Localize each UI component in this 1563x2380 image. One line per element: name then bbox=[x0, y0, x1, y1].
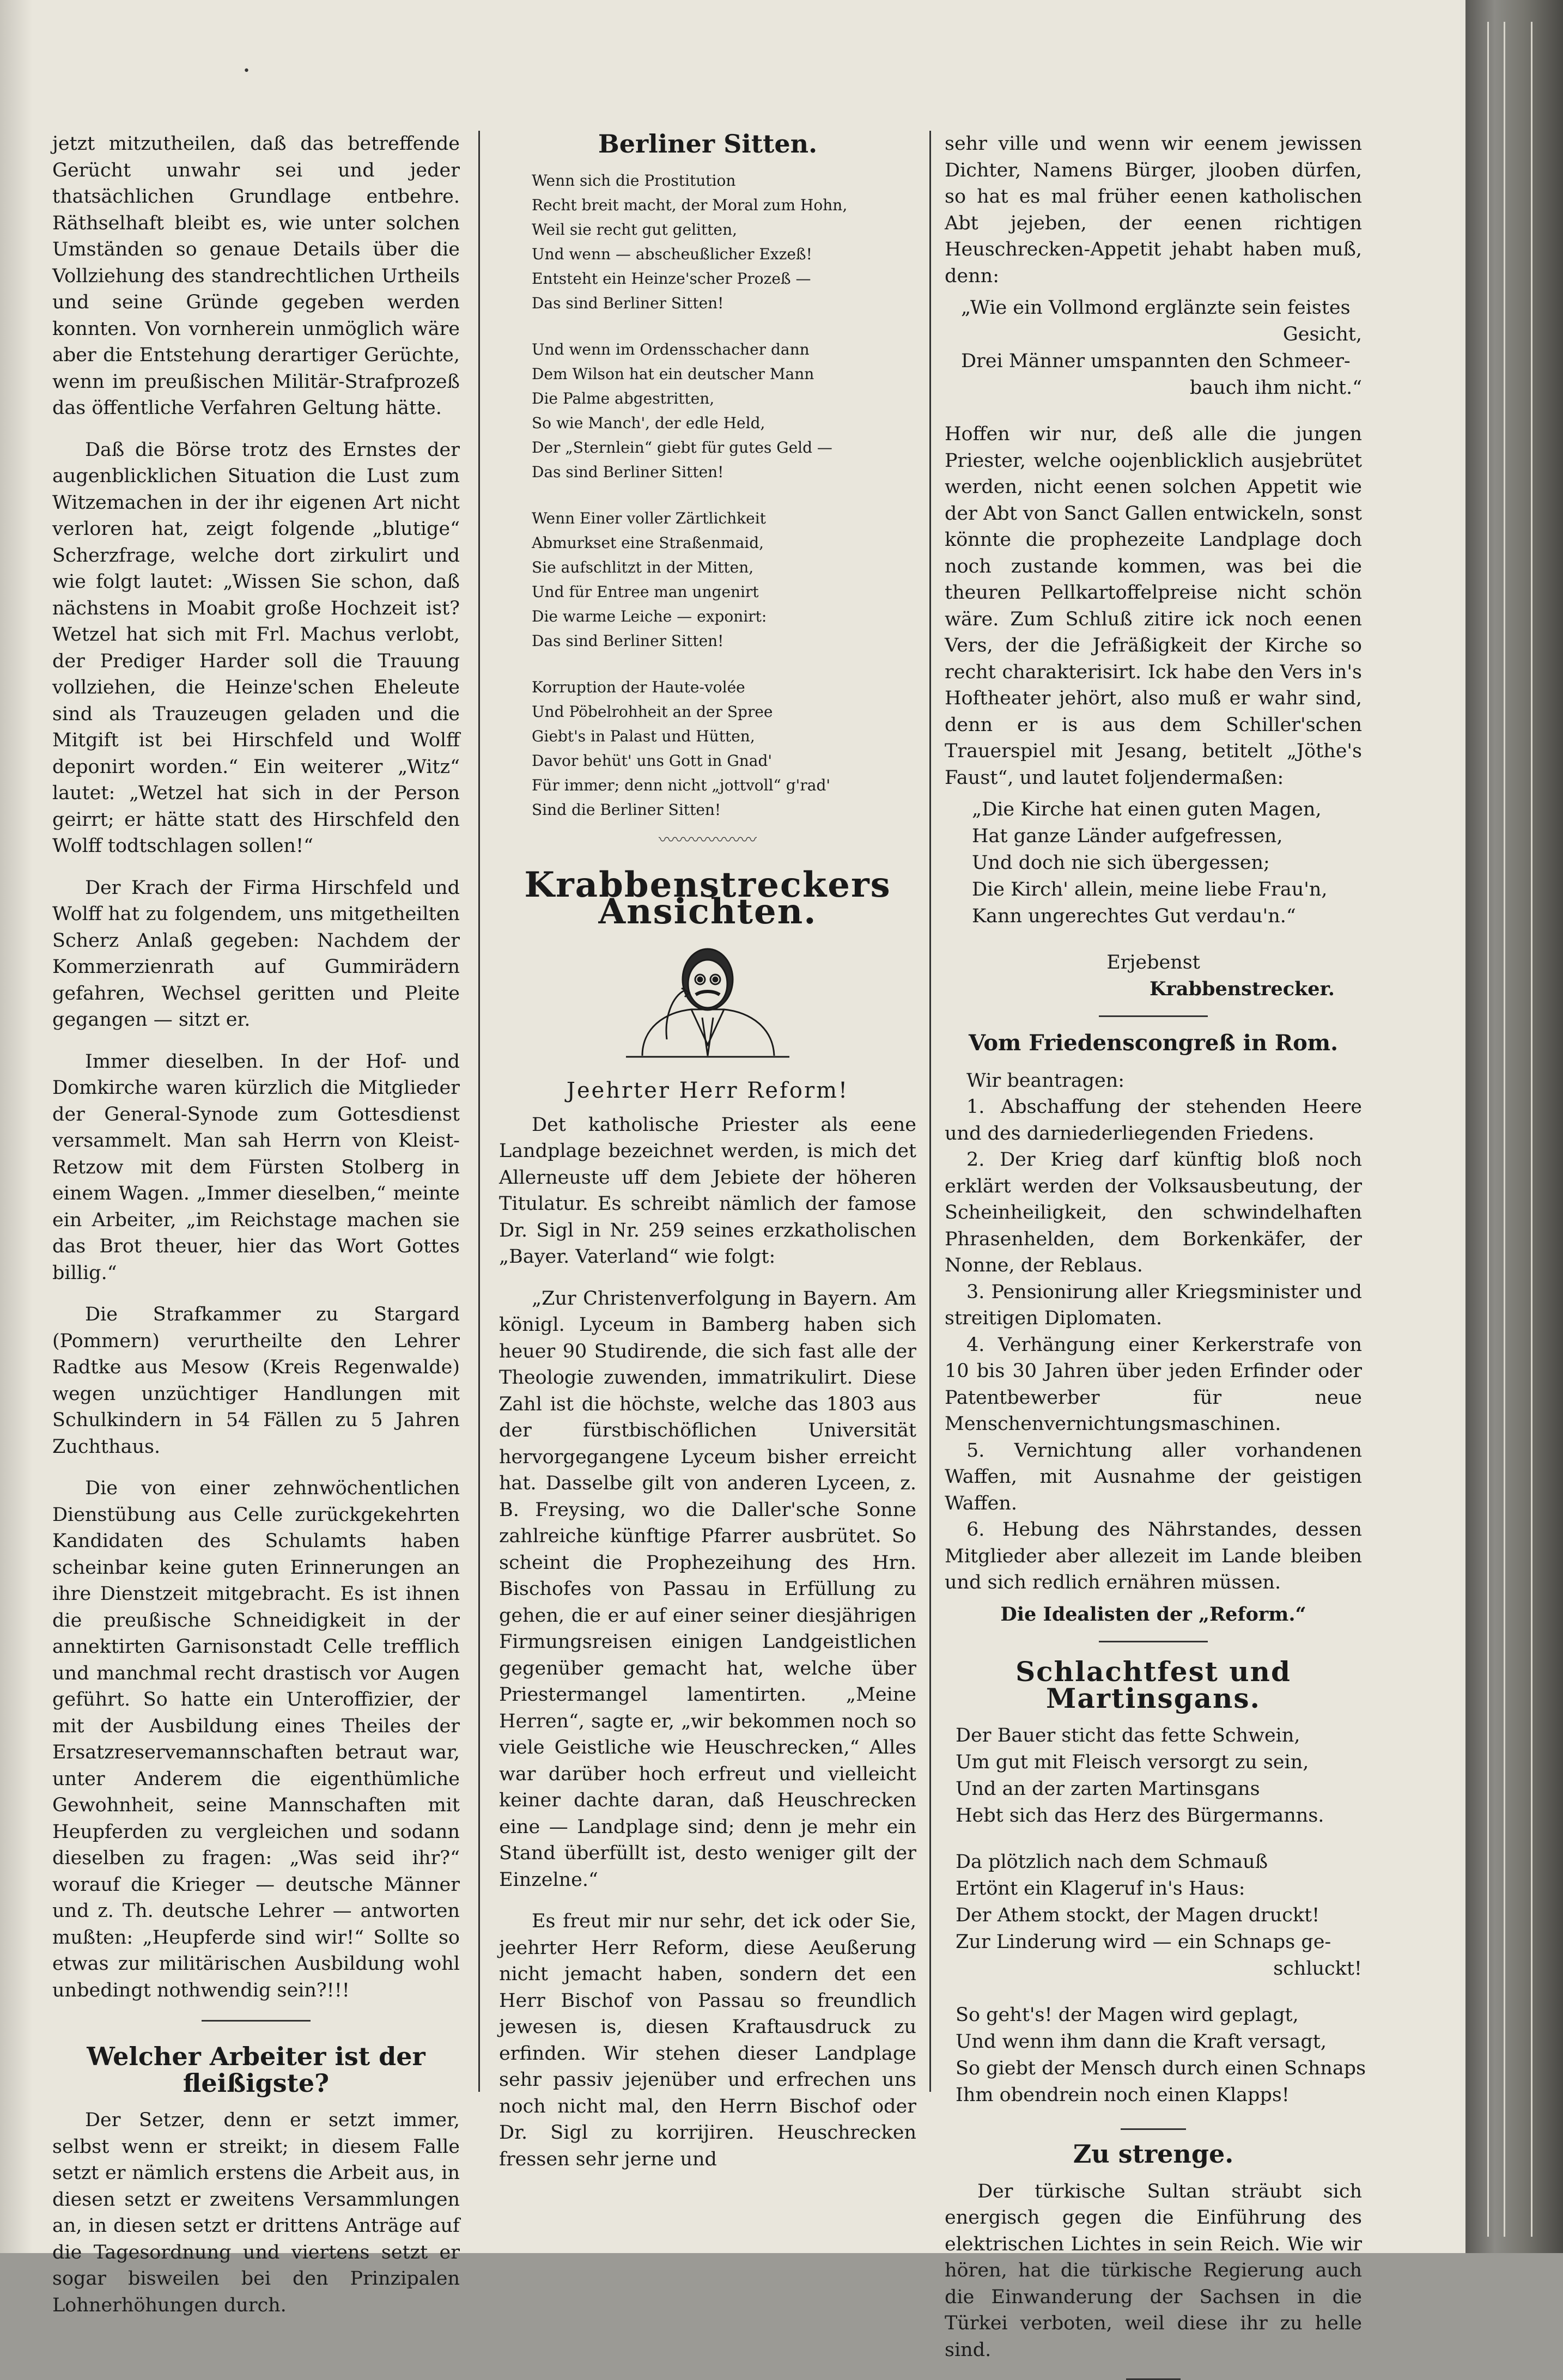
salutation: Jeehrter Herr Reform! bbox=[566, 1078, 849, 1103]
poem-line: Ihm obendrein noch einen Klapps! bbox=[956, 2084, 1290, 2106]
column-rule-right bbox=[929, 131, 931, 2092]
poem-line: Und wenn — abscheußlicher Exzeß! bbox=[532, 245, 812, 263]
poem-stanza bbox=[956, 1722, 1362, 1829]
poem-stanza bbox=[532, 506, 916, 653]
poem-stanza bbox=[956, 2002, 1366, 2109]
poem-line: Wenn sich die Prostitution bbox=[532, 171, 736, 190]
man-portrait-illustration bbox=[621, 936, 795, 1061]
list-intro: Wir beantragen: bbox=[966, 1069, 1125, 1092]
poem-line: Ertönt ein Klageruf in's Haus: bbox=[956, 1878, 1245, 1900]
quote-line: Gesicht, bbox=[1282, 324, 1362, 345]
poem-line: Weil sie recht gut gelitten, bbox=[532, 220, 738, 239]
section-divider bbox=[202, 2020, 311, 2022]
section-divider bbox=[1099, 1641, 1208, 1642]
paragraph-setzer: Der Setzer, denn er setzt immer, selbst wenn er streikt; in diesem Falle setzt er nämlich erstens die Arbeit aus, in diesen setzt er zweitens Versammlungen an, in diesen setzt er drittens Anträge auf die Tagesordnung und viertens setzt er sogar bisweilen bei den Prinzipalen Lohnerhöhungen durch. bbox=[52, 2109, 460, 2316]
poem-line: Zur Linderung wird — ein Schnaps ge- bbox=[956, 1931, 1331, 1953]
quote-line: Hat ganze Länder aufgefressen, bbox=[972, 825, 1283, 847]
section-divider bbox=[1121, 2128, 1186, 2130]
headline-zu-strenge: Zu strenge. bbox=[1073, 2139, 1234, 2169]
list-item: 6. Hebung des Nährstandes, dessen Mitglieder aber allezeit im Lande bleiben und sich redlich ernähren müssen. bbox=[945, 1519, 1362, 1593]
poem-line: schluckt! bbox=[1273, 1958, 1362, 1980]
list-item: 2. Der Krieg darf künftig bloß noch erklärt werden der Volksausbeutung, der Scheinheiligkeit, den schwindelhaften Phrasenhelden, dem Borkenkäfer, der Nonne, der Reblaus. bbox=[945, 1149, 1362, 1276]
poem-line: Hebt sich das Herz des Bürgermanns. bbox=[956, 1805, 1324, 1827]
poem-stanza bbox=[956, 1849, 1362, 1982]
poem-line: Abmurkset eine Straßenmaid, bbox=[532, 533, 764, 552]
poem-line: Der Bauer sticht das fette Schwein, bbox=[956, 1725, 1300, 1746]
poem-line: Und an der zarten Martinsgans bbox=[956, 1778, 1260, 1800]
poem-stanza bbox=[532, 675, 916, 822]
poem-line: Davor behüt' uns Gott in Gnad' bbox=[532, 751, 773, 770]
poem-stanza bbox=[532, 168, 916, 315]
poem-line: Korruption der Haute-volée bbox=[532, 678, 745, 696]
page-speck: • bbox=[243, 64, 250, 78]
quote-line: Und doch nie sich übergessen; bbox=[972, 852, 1270, 874]
list-item: 5. Vernichtung aller vorhandenen Waffen, mit Ausnahme der geistigen Waffen. bbox=[945, 1439, 1362, 1514]
paragraph-sultan: Der türkische Sultan sträubt sich energisch gegen die Einführung des elektrischen Lichtes in sein Reich. Wie wir hören, hat die türkische Regierung auch die Einwanderung der Sachsen in die Türkei verboten, weil diese ihr zu helle sind. bbox=[945, 2180, 1362, 2361]
paragraph-krach-firma: Der Krach der Firma Hirschfeld und Wolff hat zu folgendem, uns mitgetheilten Scherz Anlaß gegeben: Nachdem der Kommerzienrath auf Gummirädern gefahren, Wechsel geritten und Pleite gegangen — sitzt er. bbox=[52, 876, 460, 1031]
book-spine-edge bbox=[1465, 0, 1563, 2253]
poem-line: Wenn Einer voller Zärtlichkeit bbox=[532, 509, 766, 527]
poem-line: So giebt der Mensch durch einen Schnaps bbox=[956, 2058, 1366, 2079]
paragraph-continuation: sehr ville und wenn wir eenem jewissen Dichter, Namens Bürger, jlooben dürfen, so hat es mal früher eenen katholischen Abt jejeben, der eenen richtigen Heuschrecken-Appetit jehabt haben muß, denn: bbox=[945, 133, 1362, 287]
quote-line: Drei Männer umspannten den Schmeer- bbox=[961, 350, 1351, 372]
poem-line: Die warme Leiche — exponirt: bbox=[532, 607, 767, 625]
paragraph-immer-dieselben: Immer dieselben. In der Hof- und Domkirche waren kürzlich die Mitglieder der General-Synode zum Gottesdienst versammelt. Man sah Herrn von Kleist-Retzow mit dem Fürsten Stolberg in einem Wagen. „Immer dieselben,“ meinte ein Arbeiter, „im Reichstage machen sie das Brot theuer, hier das Wort Gottes billig.“ bbox=[52, 1050, 460, 1284]
headline-friedenscongress: Vom Friedenscongreß in Rom. bbox=[968, 1030, 1339, 1056]
signature-idealisten: Die Idealisten der „Reform.“ bbox=[1000, 1603, 1306, 1626]
poem-line: Giebt's in Palast und Hütten, bbox=[532, 727, 755, 745]
signature-krabbenstrecker: Krabbenstrecker. bbox=[1149, 977, 1335, 1000]
paragraph-hoffen-wir: Hoffen wir nur, deß alle die jungen Priester, welche oojenblicklich ausjebrütet werden, nicht eenen solchen Appetit wie der Abt von Sanct Gallen entwickeln, sonst könnte die prophezeite Landplage doch noch zustande kommen, was bei die theuren Pellkartoffelpreise nicht schön wäre. Zum Schluß zitire ick noch eenen Vers, der die Jefräßigkeit der Kirche so recht charakterisirt. Ick habe den Vers in's Hoftheater jehört, also muß er wahr sind, denn er is aus dem Schiller'schen Trauerspiel mit Jesang, betitelt „Jöthe's Faust“, und lautet foljendermaßen: bbox=[945, 423, 1362, 789]
quote-vollmond bbox=[961, 295, 1362, 401]
poem-line: Sie aufschlitzt in der Mitten, bbox=[532, 558, 754, 576]
poem-line: Der „Sternlein“ giebt für gutes Geld — bbox=[532, 438, 832, 456]
column-3 bbox=[945, 131, 1366, 2380]
congress-list bbox=[945, 1068, 1362, 1596]
paragraph-strafkammer-stargard: Die Strafkammer zu Stargard (Pommern) verurtheilte den Lehrer Radtke aus Mesow (Kreis Regenwalde) wegen unzüchtiger Handlungen mit Schulkindern in 54 Fällen zu 5 Jahren Zuchthaus. bbox=[52, 1304, 460, 1458]
poem-line: Das sind Berliner Sitten! bbox=[532, 294, 724, 312]
poem-line: Entsteht ein Heinze'scher Prozeß — bbox=[532, 269, 811, 288]
poem-line: Für immer; denn nicht „jottvoll“ g'rad' bbox=[532, 776, 831, 794]
paragraph-militaer-strafprozess: jetzt mitzutheilen, daß das betreffende Gerücht unwahr sei und jeder thatsächlichen Grundlage entbehre. Räthselhaft bleibt es, wie unter solchen Umständen so genaue Details über die Vollziehung des standrechtlichen Urtheils und seine Gründe gegeben werden konnten. Von vornherein unmöglich wäre aber die Entstehung derartiger Gerüchte, wenn im preußischen Militär-Strafprozeß das öffentliche Verfahren Geltung hätte. bbox=[52, 133, 460, 419]
poem-line: Sind die Berliner Sitten! bbox=[532, 800, 721, 819]
poem-line: Der Athem stockt, der Magen druckt! bbox=[956, 1904, 1320, 1926]
poem-line: So wie Manch', der edle Held, bbox=[532, 413, 765, 432]
poem-line: Das sind Berliner Sitten! bbox=[532, 631, 724, 650]
list-item: 4. Verhängung einer Kerkerstrafe von 10 bis 30 Jahren über jeden Erfinder oder Patentbewerber für neue Menschenvernichtungsmaschinen. bbox=[945, 1334, 1362, 1435]
quote-line: Die Kirch' allein, meine liebe Frau'n, bbox=[972, 879, 1328, 900]
column-rule-left bbox=[478, 131, 480, 2092]
paragraph-celle-dienstuebung: Die von einer zehnwöchentlichen Dienstübung aus Celle zurückgekehrten Kandidaten des Schulamts haben scheinbar keine guten Erinnerungen an ihre Dienstzeit mitgebracht. Es ist ihnen die preußische Schneidigkeit in der annektirten Garnisonstadt Celle trefflich und manchmal recht drastisch vor Augen geführt. So hatte ein Unteroffizier, der mit der Ausbildung eines Theiles der Ersatzreservemannschaften betraut war, unter Anderem die eigenthümliche Gewohnheit, seine Mannschaften mit Heupferden zu vergleichen und sodann dieselben zu fragen: „Was seid ihr?“ worauf die Krieger — deutsche Männer und z. Th. deutsche Lehrer — antworten mußten: „Heupferde sind wir!“ Sollte so etwas zur militärischen Ausbildung wohl unbedingt nothwendig sein?!!! bbox=[52, 1477, 460, 2001]
poem-line: Und für Entree man ungenirt bbox=[532, 582, 759, 601]
quote-kirche bbox=[972, 796, 1362, 930]
poem-line: So geht's! der Magen wird geplagt, bbox=[956, 2004, 1299, 2026]
headline-welcher-arbeiter: Welcher Arbeiter ist der fleißigste? bbox=[87, 2042, 425, 2098]
headline-schlachtfest: Schlachtfest und Martinsgans. bbox=[1015, 1655, 1291, 1714]
poem-line: Die Palme abgestritten, bbox=[532, 389, 715, 407]
poem-line: Dem Wilson hat ein deutscher Mann bbox=[532, 364, 814, 383]
poem-line: Um gut mit Fleisch versorgt zu sein, bbox=[956, 1751, 1309, 1773]
poem-line: Das sind Berliner Sitten! bbox=[532, 462, 724, 481]
poem-line: Und wenn im Ordensschacher dann bbox=[532, 340, 810, 358]
headline-berliner-sitten: Berliner Sitten. bbox=[598, 129, 818, 159]
poem-stanza bbox=[532, 337, 916, 484]
paragraph-boerse-witz: Daß die Börse trotz des Ernstes der augenblicklichen Situation die Lust zum Witzemachen in der ihr eigenen Art nicht verloren hat, zeigt folgende „blutige“ Scherzfrage, welche dort zirkulirt und wie folgt lautet: „Wissen Sie schon, daß nächstens in Moabit große Hochzeit ist? Wetzel hat sich mit Frl. Machus verlobt, der Prediger Harder soll die Trauung vollziehen, die Heinze'schen Eheleute sind als Trauzeugen geladen und die Mitgift ist bei Hirschfeld und Wolff deponirt worden.“ Ein weiterer „Witz“ lautet: „Wetzel hat sich in der Person geirrt; er hätte statt des Hirschfeld den Wolff todtschlagen sollen!“ bbox=[52, 439, 460, 857]
column-1 bbox=[52, 131, 460, 2334]
paragraph-krabben-3: Es freut mir nur sehr, det ick oder Sie, jeehrter Herr Reform, diese Aeußerung nicht jemacht haben, sondern det een Herr Bischof von Passau so freundlich jewesen is, diesen Kraftausdruck zu erfinden. Wir stehen dieser Landplage sehr passiv jejenüber und erfrechen uns noch nicht mal, den Herrn Bischof oder Dr. Sigl zu korrijiren. Heuschrecken fressen sehr jerne und bbox=[499, 1910, 916, 2170]
closing-erjebenst: Erjebenst bbox=[1106, 952, 1200, 973]
poem-line: Da plötzlich nach dem Schmauß bbox=[956, 1851, 1268, 1873]
wavy-divider: 〰〰〰〰〰〰 bbox=[659, 830, 757, 850]
quote-line: bauch ihm nicht.“ bbox=[1189, 377, 1362, 399]
quote-line: Kann ungerechtes Gut verdau'n.“ bbox=[972, 905, 1296, 927]
paragraph-krabben-1: Det katholische Priester als eene Landplage bezeichnet werden, is mich det Allerneuste uff dem Jebiete der höheren Titulatur. Es schreibt nämlich der famose Dr. Sigl in Nr. 259 seines erzkatholischen „Bayer. Vaterland“ wie folgt: bbox=[499, 1113, 916, 1268]
quote-line: „Die Kirche hat einen guten Magen, bbox=[972, 799, 1322, 820]
poem-line: Und wenn ihm dann die Kraft versagt, bbox=[956, 2031, 1327, 2053]
poem-line: Recht breit macht, der Moral zum Hohn, bbox=[532, 196, 848, 214]
poem-line: Und Pöbelrohheit an der Spree bbox=[532, 702, 773, 721]
quote-line: „Wie ein Vollmond erglänzte sein feistes bbox=[961, 297, 1351, 319]
section-divider bbox=[1099, 1015, 1208, 1017]
headline-krabbenstreckers-ansichten: Krabbenstreckers Ansichten. bbox=[524, 865, 891, 932]
list-item: 3. Pensionirung aller Kriegsminister und streitigen Diplomaten. bbox=[945, 1281, 1362, 1329]
paragraph-krabben-quote: „Zur Christenverfolgung in Bayern. Am königl. Lyceum in Bamberg haben sich heuer 90 Studirende, die sich fast alle der Theologie zuwenden, immatrikulirt. Diese Zahl ist die höchste, welche das 1803 aus der fürstbischöflichen Universität hervorgegangene Lyceum bisher erreicht hat. Dasselbe gilt von anderen Lyceen, z. B. Freysing, wo die Daller'sche Sonne zahlreiche künftige Pfarrer ausbrütet. So scheint die Prophezeihung des Hrn. Bischofes von Passau in Erfüllung zu gehen, die er auf einer seiner diesjährigen Firmungsreisen einigen Landgeistlichen gegenüber gemacht hat, welche über Priestermangel lamentirten. „Meine Herren“, sagte er, „wir bekommen noch so viele Geistliche wie Heuschrecken,“ Alles war darüber hoch erfreut und vielleicht keiner dachte daran, daß Heuschrecken eine — Landplage sind; denn je mehr ein Stand überfüllt ist, desto weniger gilt der Einzelne.“ bbox=[499, 1287, 916, 1891]
column-2 bbox=[499, 131, 916, 2188]
list-item: 1. Abschaffung der stehenden Heere und des darniederliegenden Friedens. bbox=[945, 1096, 1362, 1145]
